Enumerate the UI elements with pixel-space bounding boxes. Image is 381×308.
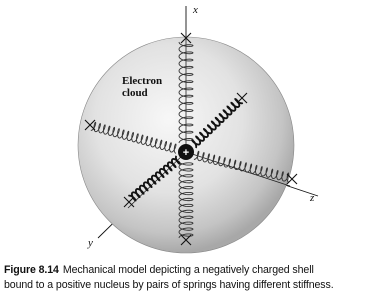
figure-caption [4,263,378,293]
electron-cloud-label-line1: Electron [122,75,163,87]
y-axis-label: y [88,237,93,249]
caption-text-1: Mechanical model depicting a negatively charged shell [62,264,314,276]
z-axis-label: z [310,192,315,204]
nucleus-plus-sign: + [182,147,190,159]
electron-cloud-label-line2: cloud [122,87,148,99]
caption-line-1 [4,263,378,278]
caption-line-2: bound to a positive nucleus by pairs of springs having different stiffness. [4,279,334,291]
x-axis-label: x [193,4,198,16]
figure-number: Figure 8.14 [4,264,59,276]
